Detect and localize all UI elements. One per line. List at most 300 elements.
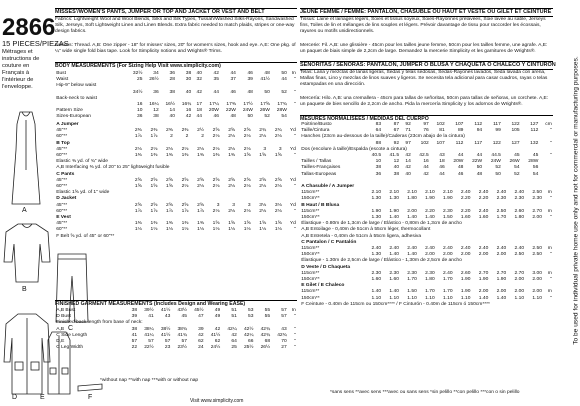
table-cell: 1.90 — [443, 196, 453, 202]
table-cell: 2 — [185, 134, 189, 140]
table-cell: 52 — [264, 114, 270, 120]
table-cell: 1.10 — [532, 295, 542, 301]
fabric-width: 115cm** — [301, 246, 320, 252]
table-cell: 1.70 — [407, 277, 417, 283]
table-cell: 36 — [137, 114, 143, 120]
table-cell: 45 — [532, 153, 539, 159]
table-cell: " — [294, 153, 296, 159]
table-cell: m — [547, 246, 552, 252]
table-cell: 52 — [495, 165, 501, 171]
table-cell: 2.30 — [496, 196, 507, 202]
table-cell: 42½ — [243, 326, 254, 332]
group-label: Élastique - 0.80m de 1,3cm de large / Elástico - 0,80m de 1,3cm de ancho — [301, 221, 462, 227]
table-cell: 36 — [375, 171, 382, 177]
sketch-letter-c: C — [68, 325, 74, 332]
table-cell: 22 — [131, 345, 138, 351]
table-cell: cm — [545, 122, 552, 127]
table-cell: 42 — [423, 171, 429, 177]
table-cell: 2.10 — [371, 190, 382, 196]
table-cell: 1.90 — [460, 289, 471, 295]
table-cell: 2.40 — [514, 246, 525, 252]
row-label: A,B Bust — [56, 308, 76, 313]
notions-french: Mercerie: Fil. A,B: une glissière - 45cm pour les tailles jeune femme, 50cm pour les tailles femme, une agrafe. A,E: un paquet de biais simple de 2,2cm de large. Demandez la mercerie Simplicity et les garnitures de Wrights®. — [300, 43, 548, 55]
table-cell: 122 — [492, 140, 501, 146]
table-cell: 1⅝ — [274, 221, 282, 227]
table-cell: 24W — [490, 159, 501, 165]
table-cell: 2.70 — [496, 270, 507, 276]
table-cell: 2⅛ — [274, 134, 282, 140]
row-label: Tallas-Europeas — [301, 171, 337, 177]
table-cell: 42 — [405, 153, 411, 159]
table-cell: 42¾ — [260, 326, 271, 332]
table-cell: 1.10 — [407, 295, 417, 301]
table-cell: 2⅛ — [134, 146, 142, 152]
table-cell: 1⅝ — [212, 221, 220, 227]
table-cell: 2.20 — [425, 208, 435, 214]
table-cell: 88 — [375, 140, 382, 146]
metric-yardage-table — [300, 184, 553, 308]
garment-sketch-b — [2, 222, 52, 284]
table-cell: 2.10 — [425, 190, 435, 196]
table-cell: Yd — [289, 221, 296, 227]
table-cell: 42 — [185, 114, 192, 120]
table-cell: 89 — [457, 128, 464, 134]
row-label: Hip-9" below waist — [56, 83, 97, 89]
table-cell: 1.90 — [389, 208, 399, 214]
finished-measurements-title: FINISHED GARMENT MEASUREMENTS (Includes Design and Wearing EASE) — [55, 300, 297, 307]
table-cell: 22W — [225, 108, 236, 114]
table-cell: 42¾ — [277, 332, 287, 338]
table-cell: 52 — [281, 89, 287, 95]
table-cell: 20W — [453, 159, 464, 165]
table-cell: 25½ — [243, 345, 254, 351]
table-cell: 2⅛ — [243, 184, 251, 190]
table-cell: 42 — [198, 332, 204, 338]
table-cell: 38 — [131, 326, 138, 332]
fabric-width: 115cm** — [301, 289, 320, 295]
table-cell: 10 — [375, 159, 382, 165]
table-cell: 50 — [264, 89, 270, 95]
table-cell: 2⅝ — [134, 202, 142, 208]
table-cell: 2⅛ — [197, 184, 204, 190]
fabric-width: 45"** — [56, 128, 68, 134]
table-cell: 34½ — [132, 89, 143, 95]
table-cell: 2⅛ — [212, 208, 220, 214]
row-label: A,B — [56, 326, 65, 332]
table-cell: 17⅜ — [226, 102, 236, 108]
table-cell: 2⅝ — [150, 177, 158, 183]
table-cell: 2.40 — [478, 190, 489, 196]
table-row — [55, 114, 297, 120]
table-cell: 20W — [208, 108, 219, 114]
table-cell: 42.5 — [419, 153, 429, 159]
table-cell: 3 — [216, 202, 220, 208]
finished-measurements-table — [55, 308, 297, 351]
table-cell: 2.10 — [407, 190, 417, 196]
pieces-count: 15 PIECES/PIEZAS — [2, 39, 69, 48]
table-cell: 40 — [196, 71, 202, 76]
table-cell: 45 — [181, 314, 187, 320]
table-cell: 2.40 — [496, 190, 507, 196]
table-cell: 127 — [511, 140, 520, 146]
table-cell: 2.40 — [407, 246, 417, 252]
table-cell: 1⅛ — [228, 227, 236, 233]
table-cell: 2⅜ — [150, 128, 158, 134]
group-row — [300, 302, 553, 308]
table-cell: 36 — [153, 89, 159, 95]
table-cell: 2.30 — [389, 270, 399, 276]
table-cell: 57 — [281, 308, 287, 313]
table-cell: 112 — [530, 128, 539, 134]
table-cell: " — [294, 339, 296, 345]
table-cell: 1.90 — [496, 277, 507, 283]
row-label: Pattern Size — [56, 108, 83, 114]
table-cell: 2.00 — [496, 252, 507, 258]
table-cell: 2⅛ — [274, 208, 282, 214]
table-cell: 44 — [457, 153, 464, 159]
table-cell: 50 — [247, 114, 253, 120]
table-cell: 1.70 — [443, 289, 453, 295]
sketch-letter-e: E — [40, 394, 45, 401]
table-cell: 53 — [248, 308, 254, 313]
table-cell: 55 — [264, 314, 271, 320]
table-cell: 57 — [148, 339, 154, 345]
table-cell: 1.40 — [425, 215, 435, 221]
table-cell: 48 — [230, 114, 236, 120]
table-cell: 2.40 — [460, 190, 471, 196]
table-cell: 54 — [514, 165, 520, 171]
table-cell: 1.40 — [478, 295, 489, 301]
table-cell: 32½ — [132, 71, 143, 76]
table-cell: 1⅝ — [259, 221, 267, 227]
table-cell: 43½ — [177, 308, 187, 313]
table-cell: 38 — [393, 171, 400, 177]
table-cell: 41½ — [160, 332, 171, 338]
table-cell: 1.40 — [371, 289, 382, 295]
table-cell: 50 — [476, 165, 483, 171]
row-label: D Bust — [56, 314, 71, 320]
fabrics-english: Fabrics: Lightweight Wool and Wool Blends, Silks and Silk Types, Tussah/Washed Silks-Rayons, Sandwashed Silk, Jerseys, Soft Lightweight Linen and Linen Blends. Extra fabric needed to match plaids, stripes or one-way design fabrics. — [55, 17, 295, 35]
table-cell: 2⅛ — [212, 146, 220, 152]
group-label: C Pantalon / C Pantalón — [301, 239, 357, 245]
table-cell: In — [291, 308, 296, 313]
table-cell: 53 — [248, 314, 254, 320]
table-cell: 2⅜ — [134, 128, 142, 134]
table-cell: 2.40 — [478, 246, 489, 252]
table-cell: 44 — [230, 71, 236, 76]
table-cell: " — [294, 208, 296, 214]
table-cell: 1.40 — [389, 289, 399, 295]
table-cell: 42 — [231, 332, 237, 338]
table-cell: 2¾ — [274, 128, 282, 134]
table-cell: 2.20 — [460, 208, 471, 214]
table-cell: 81 — [439, 128, 445, 134]
table-cell: 2.00 — [478, 252, 489, 258]
table-cell: 22½ — [144, 345, 154, 351]
row-label: Tailles / Tallas — [301, 159, 332, 165]
table-cell: 37 — [230, 77, 236, 83]
table-cell: 41¾ — [177, 332, 187, 338]
row-label: Sizes-European — [56, 114, 91, 120]
table-cell: 42¼ — [227, 326, 237, 332]
table-cell: 46 — [439, 165, 445, 171]
table-cell: 1⅜ — [197, 221, 204, 227]
table-cell: m — [547, 270, 552, 276]
table-cell: 23 — [164, 345, 171, 351]
french-instructions-note: Métrages et instructions de couture en Français à l'intérieur de l'enveloppe. — [2, 49, 40, 90]
table-cell: 22W — [472, 159, 483, 165]
table-cell: 1.10 — [443, 295, 453, 301]
table-cell: 46 — [213, 114, 219, 120]
table-cell: 45 — [514, 153, 520, 159]
table-cell: 10 — [137, 108, 143, 114]
table-cell: 44 — [213, 89, 219, 95]
table-cell: 132 — [530, 140, 539, 146]
table-cell: 2⅛ — [243, 208, 251, 214]
table-cell: 40 — [169, 114, 175, 120]
sketch-letter-d: D — [12, 394, 18, 401]
body-measurements-title: BODY MEASUREMENTS (For Sizing Help Visit www.simplicity.com) — [55, 62, 297, 69]
fabric-width: 150cm** — [301, 277, 320, 283]
row-label: Finished back length from base of neck: — [56, 320, 143, 326]
table-cell: " — [550, 196, 552, 202]
table-cell: 102 — [420, 140, 429, 146]
fabric-width: 60"** — [56, 134, 68, 140]
table-row — [300, 172, 553, 178]
table-cell: 1⅝ — [150, 184, 158, 190]
fabric-width: 45"** — [56, 177, 68, 183]
table-cell: 1⅜ — [228, 153, 236, 159]
table-cell: 1⅝ — [274, 153, 282, 159]
table-cell: 2 — [170, 134, 173, 140]
table-cell: 48 — [247, 89, 253, 95]
table-cell: 2.20 — [478, 196, 489, 202]
sketch-letter-b: B — [22, 286, 27, 293]
table-cell: 39 — [247, 77, 253, 83]
table-cell: 17¼ — [209, 102, 219, 108]
english-header: MISSES'/WOMEN'S PANTS, JUMPER OR TOP AND JACKET OR VEST AND BELT — [55, 8, 297, 17]
table-cell: 41½ — [160, 308, 171, 313]
table-cell: 1.30 — [371, 196, 382, 202]
table-cell: 48 — [476, 171, 483, 177]
table-cell: 1.10 — [371, 295, 382, 301]
pattern-number: 2866 — [2, 14, 56, 41]
table-cell: 117 — [493, 122, 501, 127]
table-cell: 25 — [137, 77, 143, 83]
table-cell: 42 — [196, 89, 202, 95]
table-cell: 2⅛ — [228, 208, 236, 214]
table-cell: 44 — [439, 171, 445, 177]
table-cell: 2.30 — [443, 208, 453, 214]
table-cell: 2.40 — [389, 246, 399, 252]
table-cell: 1.70 — [425, 289, 435, 295]
fabric-width: 115cm** — [301, 190, 320, 196]
table-cell: 26W — [259, 108, 270, 114]
table-cell: " — [550, 252, 552, 258]
table-cell: 1.10 — [514, 295, 525, 301]
table-cell: 2⅝ — [181, 177, 189, 183]
row-label: Waist — [56, 77, 69, 83]
table-cell: 41 — [148, 314, 154, 320]
table-cell: 1⅜ — [166, 153, 173, 159]
table-cell: 44 — [423, 165, 429, 171]
table-cell: 16 — [185, 108, 192, 114]
table-cell: 41 — [131, 332, 138, 338]
table-cell: 87 — [393, 122, 400, 127]
table-cell: 2.40 — [443, 246, 453, 252]
table-cell: 16¼ — [149, 102, 159, 108]
table-cell: 1⅝ — [134, 184, 142, 190]
table-cell: 1.60 — [478, 215, 489, 221]
group-label: A,B Interfacing ⅜ yd. of 20" to 25" lightweight fusible — [56, 165, 170, 171]
table-cell: 2.00 — [532, 289, 542, 295]
table-cell: 52 — [514, 171, 520, 177]
table-cell: 2.40 — [443, 270, 453, 276]
table-cell: 38 — [185, 71, 192, 76]
table-cell: 2⅛ — [181, 146, 189, 152]
table-cell: 107 — [455, 122, 464, 127]
row-label: D,E — [56, 339, 65, 345]
table-cell: 16 — [423, 159, 429, 165]
table-cell: 30 — [185, 77, 192, 83]
table-cell: 92 — [405, 122, 411, 127]
table-cell: 64 — [375, 128, 382, 134]
table-cell: 2⅛ — [259, 134, 267, 140]
sketch-letter-a: A — [22, 207, 27, 214]
table-cell: 38 — [169, 89, 175, 95]
table-cell: 2.30 — [532, 196, 542, 202]
table-cell: 1.90 — [371, 208, 382, 214]
group-label: D Jacket — [56, 196, 77, 202]
table-row — [300, 165, 553, 171]
table-cell: " — [550, 277, 552, 283]
fabric-width: 150cm** — [301, 196, 320, 202]
table-cell: " — [550, 128, 552, 134]
table-cell: 17⅝ — [260, 102, 270, 108]
table-cell: 1.80 — [407, 196, 417, 202]
table-cell: 2.30 — [425, 270, 435, 276]
table-cell: 1⅜ — [134, 153, 142, 159]
table-cell: 2⅝ — [166, 177, 173, 183]
table-cell: 40 — [405, 171, 411, 177]
table-cell: 49 — [214, 314, 221, 320]
table-cell: 64 — [231, 339, 237, 345]
table-cell: 1⅝ — [243, 153, 251, 159]
table-cell: In — [291, 71, 296, 76]
table-cell: 38½ — [160, 326, 171, 332]
table-cell: " — [294, 345, 296, 351]
group-label: B Top — [56, 140, 70, 146]
table-cell: 41½ — [210, 332, 221, 338]
table-cell: 1⅛ — [274, 227, 282, 233]
table-cell: 1⅛ — [243, 227, 251, 233]
table-cell: 112 — [474, 122, 483, 127]
table-cell: 2.00 — [443, 252, 453, 258]
table-cell: 54 — [532, 171, 539, 177]
fabric-width: 45"** — [56, 221, 68, 227]
table-cell: 16¾ — [181, 102, 192, 108]
table-cell: m — [547, 289, 552, 295]
table-cell: 2.40 — [514, 190, 525, 196]
table-cell: 24W — [242, 108, 253, 114]
table-cell: Yd — [289, 177, 296, 183]
table-cell: 44 — [196, 114, 202, 120]
table-cell: " — [294, 332, 296, 338]
table-cell: 45½ — [194, 308, 204, 313]
table-cell: 2⅝ — [150, 202, 158, 208]
table-cell: 2.60 — [514, 208, 525, 214]
table-cell: 3 — [232, 202, 236, 208]
table-cell: 2⅛ — [181, 184, 189, 190]
sketch-letter-f: F — [88, 394, 93, 401]
table-cell: 38¼ — [144, 326, 154, 332]
table-cell: 2.70 — [532, 208, 542, 214]
fabric-width: 115cm** — [301, 208, 320, 214]
table-cell: 1⅜ — [166, 221, 173, 227]
table-cell: 1⅞ — [150, 134, 158, 140]
table-cell: 42¾ — [260, 332, 271, 338]
table-cell: 1.40 — [389, 215, 399, 221]
table-cell: " — [294, 227, 296, 233]
table-cell: " — [550, 215, 552, 221]
table-cell: 43 — [281, 326, 287, 332]
table-cell: 38 — [131, 308, 138, 313]
table-cell: 35 — [213, 77, 219, 83]
table-cell: 2⅛ — [243, 134, 251, 140]
table-cell: 62 — [198, 339, 204, 345]
table-cell: 1⅝ — [259, 153, 267, 159]
row-label: Back-neck to waist — [56, 95, 97, 101]
row-label: C Leg Width — [56, 345, 84, 351]
table-cell: 2.50 — [496, 208, 507, 214]
body-measurements-table — [55, 71, 297, 121]
table-cell: 17¾ — [277, 102, 287, 108]
row-label: Tailles-Françaises — [301, 165, 341, 171]
table-cell: 2⅛ — [150, 146, 158, 152]
row-label: Hanches (23cm au-dessous de la taille)/Caderas (23cm abajo de la cintura) — [301, 134, 465, 140]
table-cell: 46 — [457, 171, 464, 177]
group-label: F Belt ⅝ yd. of 45" or 60"** — [56, 233, 115, 239]
table-cell: 70 — [281, 339, 287, 345]
fabrics-french: Tissus: Laine et lainages légers, Soies et tissus soyeux, Soies-Rayonnes prélavées, Soie lavée au sable, Jerseys fins, Toiles de lin et mélanges de lins souples et légers. Prévoir davantage de tissu pour raccorder les écossais, rayures ou motifs unidirectionnels. — [300, 17, 546, 35]
table-cell: 2⅝ — [228, 177, 236, 183]
table-cell: 2⅛ — [243, 146, 251, 152]
row-label: Taille/Cintura — [301, 128, 330, 134]
table-cell: 57 — [164, 339, 171, 345]
table-cell: 28W — [276, 108, 287, 114]
table-cell: " — [294, 89, 296, 95]
table-cell: 1.90 — [460, 277, 471, 283]
table-cell: 42 — [405, 165, 411, 171]
table-cell: 1⅜ — [181, 153, 189, 159]
row-label: Poitrine/Busto — [301, 122, 332, 127]
group-label: F Ceinture - 0.40m de 115cm ou 150cm**** / F Cinturón - 0.40m de 115cm ó 150cm**** — [301, 301, 490, 307]
table-cell: 99 — [495, 128, 501, 134]
table-cell: 56 — [532, 165, 539, 171]
table-cell: 55 — [264, 308, 271, 313]
table-cell: 1⅞ — [181, 208, 189, 214]
table-cell: 2½ — [197, 128, 204, 134]
table-cell: 2⅝ — [212, 128, 220, 134]
table-cell: 3⅛ — [259, 202, 267, 208]
table-cell: 38 — [375, 165, 382, 171]
table-cell: 2.50 — [514, 252, 525, 258]
table-cell: 2.30 — [371, 270, 382, 276]
table-cell: 3 — [263, 146, 267, 152]
table-cell: " — [294, 314, 296, 320]
table-cell: 1.80 — [514, 215, 525, 221]
fabric-width: 60"** — [56, 153, 68, 159]
